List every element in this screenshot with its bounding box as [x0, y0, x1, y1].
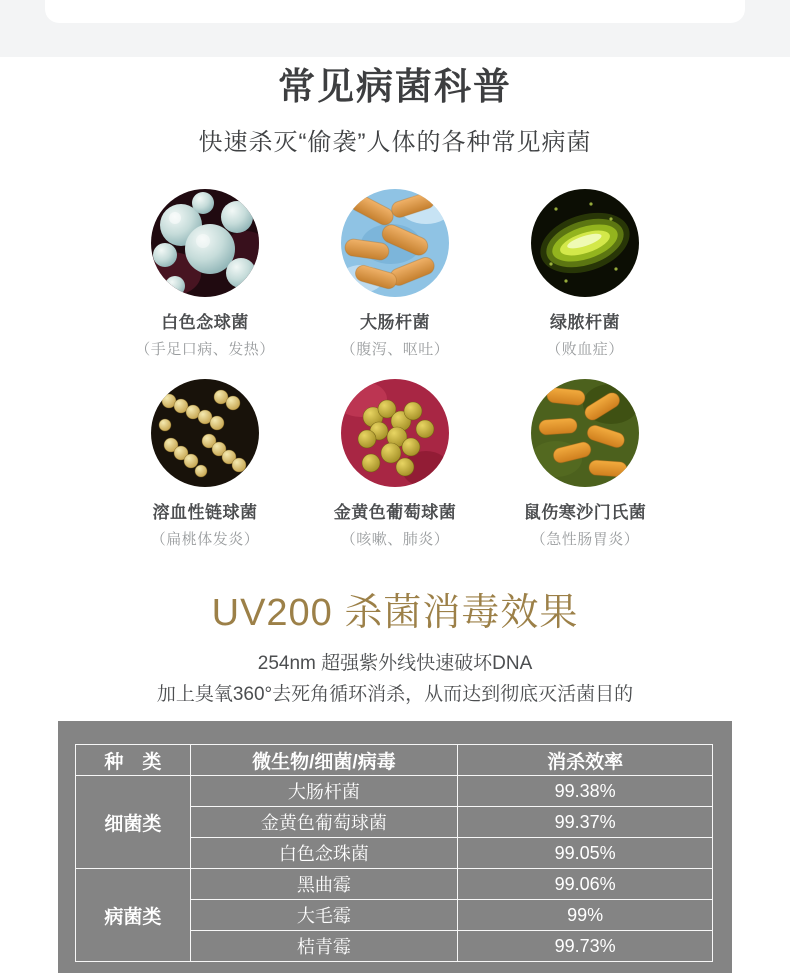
table-row	[76, 776, 713, 807]
microbe-cell: 白色念珠菌	[190, 838, 458, 869]
pseudomonas-aeruginosa-image	[531, 189, 639, 297]
rate-cell: 99.06%	[458, 869, 713, 900]
rate-cell: 99.37%	[458, 807, 713, 838]
rate-cell: 99.05%	[458, 838, 713, 869]
page-title: 常见病菌科普	[278, 66, 512, 107]
germ-grid	[110, 189, 680, 549]
germ-name: 白色念球菌	[161, 313, 249, 333]
microbe-cell: 大肠杆菌	[190, 776, 458, 807]
col-header-microbe: 微生物/细菌/病毒	[190, 745, 458, 776]
uv-effect-title: UV200 杀菌消毒效果	[211, 592, 579, 635]
uv-effect-description	[0, 649, 790, 710]
germ-item-staphylococcus	[334, 379, 457, 549]
table-header-row	[76, 745, 713, 776]
hemolytic-streptococcus-image	[151, 379, 259, 487]
col-header-type: 种 类	[76, 745, 191, 776]
previous-card-bottom	[45, 0, 745, 23]
germ-symptom: （败血症）	[546, 341, 624, 359]
germ-name: 金黄色葡萄球菌	[333, 503, 457, 523]
germ-symptom: （手足口病、发热）	[135, 341, 275, 359]
germ-item-pseudomonas	[531, 189, 639, 359]
uv-desc-line2: 加上臭氧360°去死角循环消杀，从而达到彻底灭活菌目的	[156, 683, 634, 705]
rate-cell: 99%	[458, 900, 713, 931]
germ-symptom: （扁桃体发炎）	[150, 531, 260, 549]
microbe-cell: 桔青霉	[190, 931, 458, 962]
germ-name: 绿脓杆菌	[550, 313, 620, 333]
microbe-cell: 金黄色葡萄球菌	[190, 807, 458, 838]
rate-cell: 99.38%	[458, 776, 713, 807]
category-bacteria-cell: 细菌类	[76, 776, 191, 869]
microbe-cell: 大毛霉	[190, 900, 458, 931]
germ-name: 溶血性链球菌	[152, 503, 258, 523]
germ-symptom: （急性肠胃炎）	[530, 531, 640, 549]
top-strip	[0, 0, 790, 57]
rate-cell: 99.73%	[458, 931, 713, 962]
table-row	[76, 869, 713, 900]
germ-symptom: （咳嗽、肺炎）	[340, 531, 450, 549]
category-mold-cell: 病菌类	[76, 869, 191, 962]
germ-item-salmonella	[524, 379, 647, 549]
salmonella-typhimurium-image	[531, 379, 639, 487]
candida-albicans-image	[151, 189, 259, 297]
germ-symptom: （腹泻、呕吐）	[340, 341, 450, 359]
col-header-rate: 消杀效率	[458, 745, 713, 776]
disinfection-panel	[58, 721, 732, 973]
uv-desc-line1: 254nm 超强紫外线快速破坏DNA	[257, 653, 533, 675]
germ-name: 鼠伤寒沙门氏菌	[523, 503, 647, 523]
germ-item-candida	[135, 189, 275, 359]
microbe-cell: 黑曲霉	[190, 869, 458, 900]
page-subtitle: 快速杀灭“偷袭”人体的各种常见病菌	[198, 129, 592, 156]
germ-name: 大肠杆菌	[359, 313, 430, 333]
staphylococcus-aureus-image	[341, 379, 449, 487]
germ-item-ecoli	[341, 189, 450, 359]
germ-item-streptococcus	[151, 379, 260, 549]
disinfection-table	[75, 744, 713, 962]
e-coli-image	[341, 189, 449, 297]
